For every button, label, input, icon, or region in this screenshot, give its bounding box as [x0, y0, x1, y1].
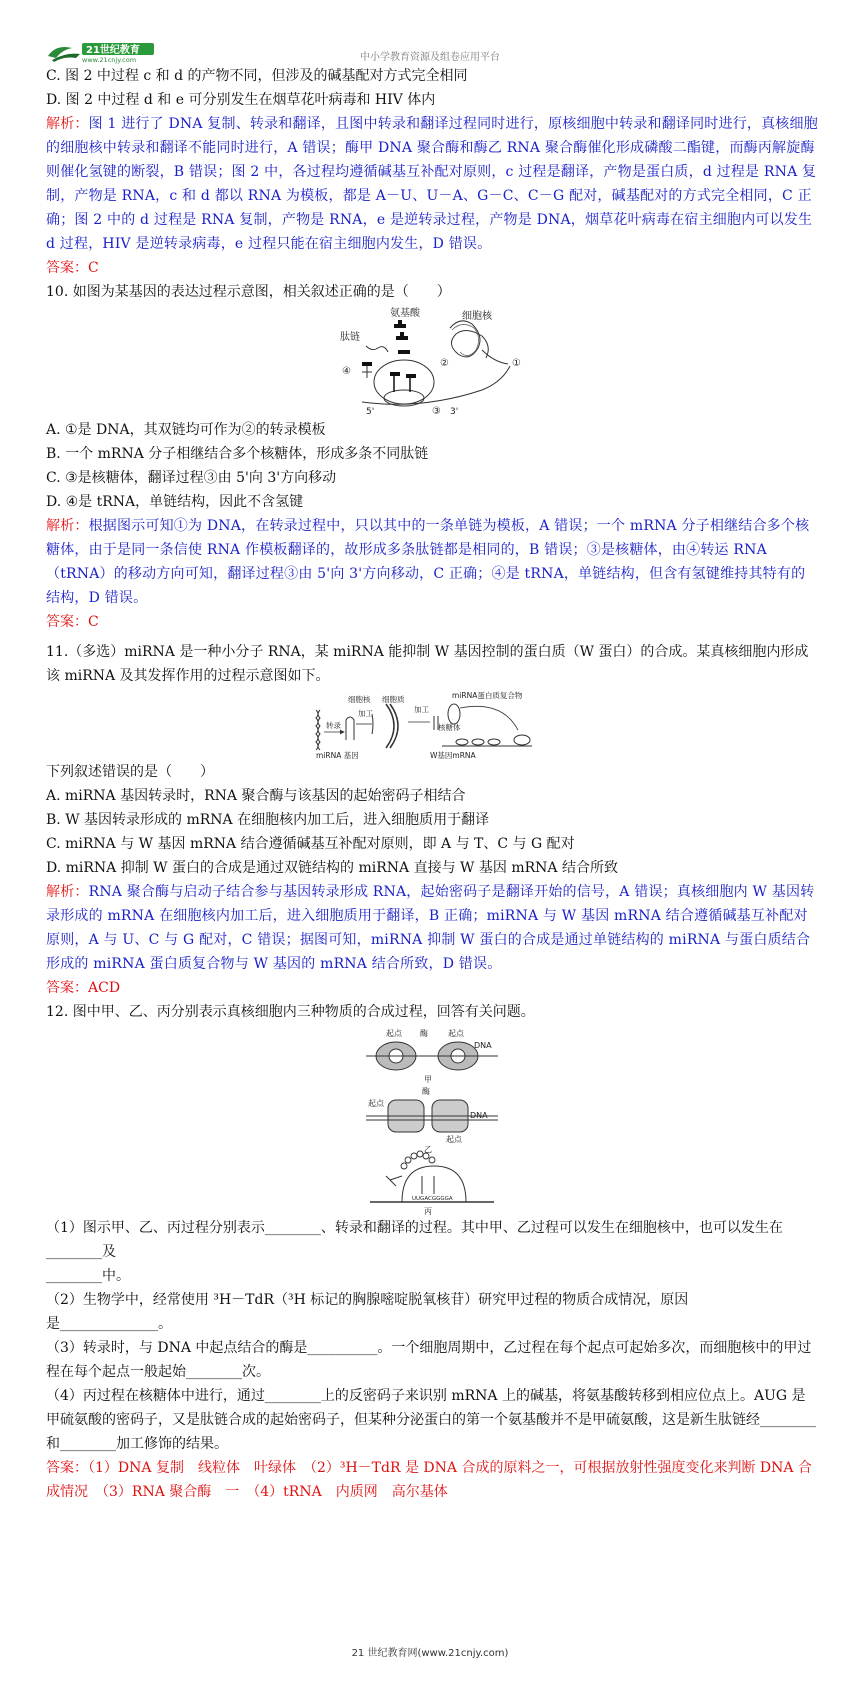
q12-answer: 答案：（1）DNA 复制 线粒体 叶绿体 （2）³H－TdR 是 DNA 合成的原料之一，可根据放射性强度变化来判断 DNA 合成情况 （3）RNA 聚合酶 一 （4）tRNA 内质网 高尔基体: [46, 1460, 812, 1500]
q10-answer: 答案：C: [46, 614, 99, 630]
svg-text:甲: 甲: [424, 1075, 432, 1084]
svg-text:起点: 起点: [446, 1135, 462, 1144]
svg-text:miRNA蛋白质复合物: miRNA蛋白质复合物: [452, 691, 523, 700]
svg-text:④: ④: [342, 366, 351, 377]
svg-text:细胞核: 细胞核: [462, 311, 492, 322]
svg-text:②: ②: [440, 358, 449, 369]
q11-option-d: D. miRNA 抑制 W 蛋白的合成是通过双链结构的 miRNA 直接与 W 基因 mRNA 结合所致: [46, 860, 618, 876]
q9-option-c: C. 图 2 中过程 c 和 d 的产物不同，但涉及的碱基配对方式完全相同: [46, 68, 468, 84]
svg-text:丙: 丙: [424, 1207, 432, 1216]
q12-part4: （4）丙过程在核糖体中进行，通过________上的反密码子来识别 mRNA 上的碱基，将氨基酸转移到相应位点上。AUG 是甲硫氨酸的密码子，又是肽链合成的起始密码子，但某种分泌蛋白的第一个氨基酸并不是甲硫氨酸，这是新生肽链经________和________加工修饰的结果。: [46, 1388, 816, 1452]
svg-text:UUGACGGGGA: UUGACGGGGA: [412, 1196, 453, 1202]
q11-option-a: A. miRNA 基因转录时，RNA 聚合酶与该基因的起始密码子相结合: [46, 788, 466, 804]
svg-text:转录: 转录: [326, 721, 341, 730]
svg-text:细胞质: 细胞质: [382, 695, 405, 704]
svg-text:酶: 酶: [420, 1029, 428, 1038]
q10-stem: 10. 如图为某基因的表达过程示意图，相关叙述正确的是（ ）: [46, 284, 451, 300]
svg-text:起点: 起点: [368, 1099, 384, 1108]
svg-text:核糖体: 核糖体: [438, 723, 461, 732]
svg-text:DNA: DNA: [470, 1111, 488, 1120]
q9-analysis: 解析：图 1 进行了 DNA 复制、转录和翻译，且图中转录和翻译过程同时进行，原核细胞中转录和翻译同时进行，真核细胞的细胞核中转录和翻译不能同时进行，A 错误；酶甲 DNA 聚合酶和酶乙 RNA 聚合酶催化形成磷酸二酯键，而酶丙解旋酶则催化氢键的断裂，B 错误；图 2 中，各过程均遵循碱基互补配对原则，c 过程是翻译，产物是蛋白质，d 过程是 RNA 复制，产物是 RNA，c 和 d 都以 RNA 为模板，都是 A－U、U－A、G－C、C－G 配对，碱基配对的方式完全相同，C 正确；图 2 中的 d 过程是 RNA 复制，产物是 RNA，e 是逆转录过程，产物是 DNA，烟草花叶病毒在宿主细胞内可以发生 d 过程，HIV 是逆转录病毒，e 过程只能在宿主细胞内发生，D 错误。: [46, 116, 818, 252]
svg-text:起点: 起点: [448, 1029, 464, 1038]
svg-text:加工: 加工: [414, 705, 429, 714]
q12-part1: （1）图示甲、乙、丙过程分别表示________、转录和翻译的过程。其中甲、乙过程可以发生在细胞核中，也可以发生在________及: [46, 1220, 783, 1260]
q12-part2: （2）生物学中，经常使用 ³H－TdR（³H 标记的胸腺嘧啶脱氧核苷）研究甲过程的物质合成情况，原因: [46, 1292, 689, 1308]
header-site-text: 中小学教育资源及组卷应用平台: [360, 52, 500, 63]
svg-text:细胞核: 细胞核: [348, 695, 371, 704]
q12-part1-cont: ________中。: [46, 1268, 130, 1284]
svg-text:氨基酸: 氨基酸: [390, 308, 420, 319]
svg-text:酶: 酶: [422, 1087, 430, 1096]
svg-text:起点: 起点: [386, 1029, 402, 1038]
q10-option-c: C. ③是核糖体，翻译过程③由 5'向 3'方向移动: [46, 470, 337, 486]
q10-option-b: B. 一个 mRNA 分子相继结合多个核糖体，形成多条不同肽链: [46, 446, 429, 462]
q12-part2-cont: 是______________。: [46, 1316, 172, 1332]
q11-ask: 下列叙述错误的是（ ）: [46, 764, 214, 780]
q12-synthesis-figure: [362, 1026, 502, 1216]
q10-analysis: 解析：根据图示可知①为 DNA，在转录过程中，只以其中的一条单链为模板，A 错误；一个 mRNA 分子相继结合多个核糖体，由于是同一条信使 RNA 作模板翻译的，故形成多条肽链都是相同的，B 错误；③是核糖体，由④转运 RNA（tRNA）的移动方向可知，翻译过程③由 5'向 3'方向移动，C 正确；④是 tRNA，单链结构，但含有氢键维持其特有的结构，D 错误。: [46, 518, 810, 606]
q9-answer: 答案：C: [46, 260, 99, 276]
svg-text:DNA: DNA: [474, 1041, 492, 1050]
q10-option-a: A. ①是 DNA，其双链均可作为②的转录模板: [46, 422, 326, 438]
q11-option-c: C. miRNA 与 W 基因 mRNA 结合遵循碱基互补配对原则，即 A 与 T、C 与 G 配对: [46, 836, 575, 852]
svg-text:①: ①: [512, 358, 521, 369]
q10-option-d: D. ④是 tRNA，单链结构，因此不含氢键: [46, 494, 304, 510]
svg-text:加工: 加工: [358, 709, 373, 718]
page-header: [40, 38, 820, 66]
svg-text:miRNA 基因: miRNA 基因: [316, 751, 359, 760]
q11-option-b: B. W 基因转录形成的 mRNA 在细胞核内加工后，进入细胞质用于翻译: [46, 812, 490, 828]
svg-text:5': 5': [366, 407, 375, 417]
document-body: [46, 64, 818, 1504]
q10-gene-expression-figure: [332, 306, 532, 418]
svg-text:3': 3': [450, 407, 459, 417]
q11-analysis: 解析：RNA 聚合酶与启动子结合参与基因转录形成 RNA，起始密码子是翻译开始的信号，A 错误；真核细胞内 W 基因转录形成的 mRNA 在细胞核内加工后，进入细胞质用于翻译，B 正确；miRNA 与 W 基因 mRNA 结合遵循碱基互补配对原则，A 与 U、C 与 G 配对，C 错误；据图可知，miRNA 抑制 W 蛋白的合成是通过单链结构的 miRNA 与蛋白质结合形成的 miRNA 蛋白质复合物与 W 基因的 mRNA 结合所致，D 错误。: [46, 884, 815, 972]
q12-part3: （3）转录时，与 DNA 中起点结合的酶是__________。一个细胞周期中，乙过程在每个起点可起始多次，而细胞核中的甲过程在每个起点一般起始________次。: [46, 1340, 812, 1380]
q12-stem: 12. 图中甲、乙、丙分别表示真核细胞内三种物质的合成过程，回答有关问题。: [46, 1004, 535, 1020]
svg-text:③: ③: [432, 406, 441, 417]
q11-answer: 答案：ACD: [46, 980, 121, 996]
page-footer: 21 世纪教育网(www.21cnjy.com): [351, 1648, 509, 1659]
q9-option-d: D. 图 2 中过程 d 和 e 可分别发生在烟草花叶病毒和 HIV 体内: [46, 92, 436, 108]
svg-text:W基因mRNA: W基因mRNA: [430, 751, 476, 760]
svg-text:www.21cnjy.com: www.21cnjy.com: [82, 56, 137, 64]
q11-stem: 11.（多选）miRNA 是一种小分子 RNA，某 miRNA 能抑制 W 基因控制的蛋白质（W 蛋白）的合成。某真核细胞内形成该 miRNA 及其发挥作用的过程示意图如下。: [46, 644, 809, 684]
svg-text:肽链: 肽链: [340, 332, 360, 343]
q11-mirna-figure: [312, 690, 552, 760]
svg-text:21世纪教育: 21世纪教育: [86, 45, 140, 56]
svg-text:乙: 乙: [424, 1145, 432, 1154]
